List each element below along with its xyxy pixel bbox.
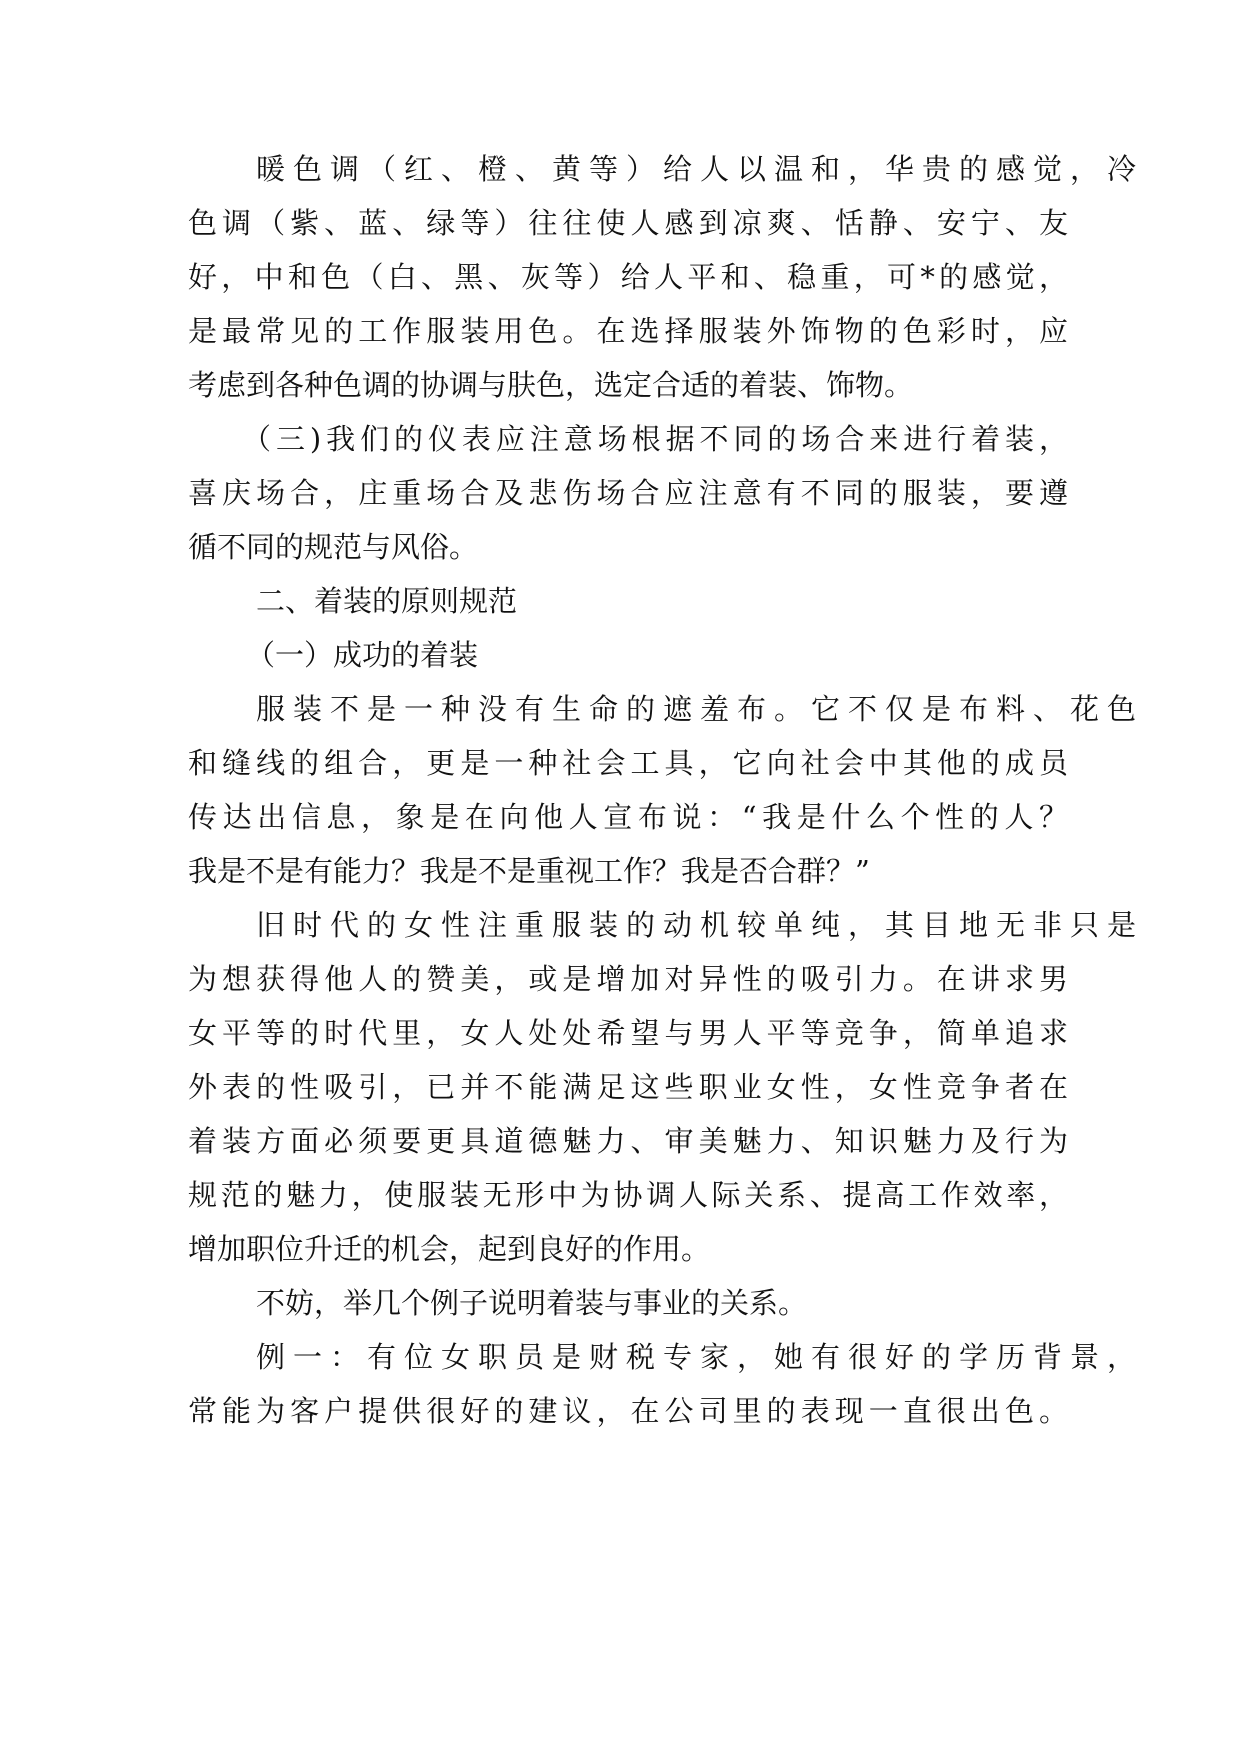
- text-line: 常能为客户提供很好的建议，在公司里的表现一直很出色。: [188, 1394, 1068, 1428]
- text-line: 是最常见的工作服装用色。在选择服装外饰物的色彩时，应: [188, 314, 1068, 348]
- text-line: 外表的性吸引，已并不能满足这些职业女性，女性竞争者在: [188, 1070, 1068, 1104]
- text-line: 喜庆场合，庄重场合及悲伤场合应注意有不同的服装，要遵: [188, 476, 1068, 510]
- text-line: 规范的魅力，使服装无形中为协调人际关系、提高工作效率，: [188, 1178, 1068, 1212]
- text-line: 例一：有位女职员是财税专家，她有很好的学历背景，: [256, 1340, 1136, 1374]
- subsection-heading: （一）成功的着装: [246, 638, 479, 672]
- text-line: 增加职位升迁的机会，起到良好的作用。: [188, 1232, 711, 1266]
- text-line: 好，中和色（白、黑、灰等）给人平和、稳重，可*的感觉，: [188, 260, 1068, 294]
- text-line: 传达出信息，象是在向他人宣布说：“我是什么个性的人？: [188, 800, 1068, 834]
- text-line: 着装方面必须要更具道德魅力、审美魅力、知识魅力及行为: [188, 1124, 1068, 1158]
- text-line: 我是不是有能力？我是不是重视工作？我是否合群？”: [188, 854, 870, 888]
- text-line: 旧时代的女性注重服装的动机较单纯，其目地无非只是: [256, 908, 1136, 942]
- text-line: （三)我们的仪表应注意场根据不同的场合来进行着装，: [242, 422, 1068, 456]
- text-line: 为想获得他人的赞美，或是增加对异性的吸引力。在讲求男: [188, 962, 1068, 996]
- text-line: 服装不是一种没有生命的遮羞布。它不仅是布料、花色: [256, 692, 1136, 726]
- text-line: 不妨，举几个例子说明着装与事业的关系。: [256, 1286, 808, 1320]
- text-line: 色调（紫、蓝、绿等）往往使人感到凉爽、恬静、安宁、友: [188, 206, 1068, 240]
- text-line: 和缝线的组合，更是一种社会工具，它向社会中其他的成员: [188, 746, 1068, 780]
- text-line: 考虑到各种色调的协调与肤色，选定合适的着装、饰物。: [188, 368, 914, 402]
- text-line: 女平等的时代里，女人处处希望与男人平等竞争，简单追求: [188, 1016, 1068, 1050]
- text-line: 循不同的规范与风俗。: [188, 530, 479, 564]
- text-line: 暖色调（红、橙、黄等）给人以温和，华贵的感觉，冷: [256, 152, 1136, 186]
- section-heading: 二、着装的原则规范: [256, 584, 518, 618]
